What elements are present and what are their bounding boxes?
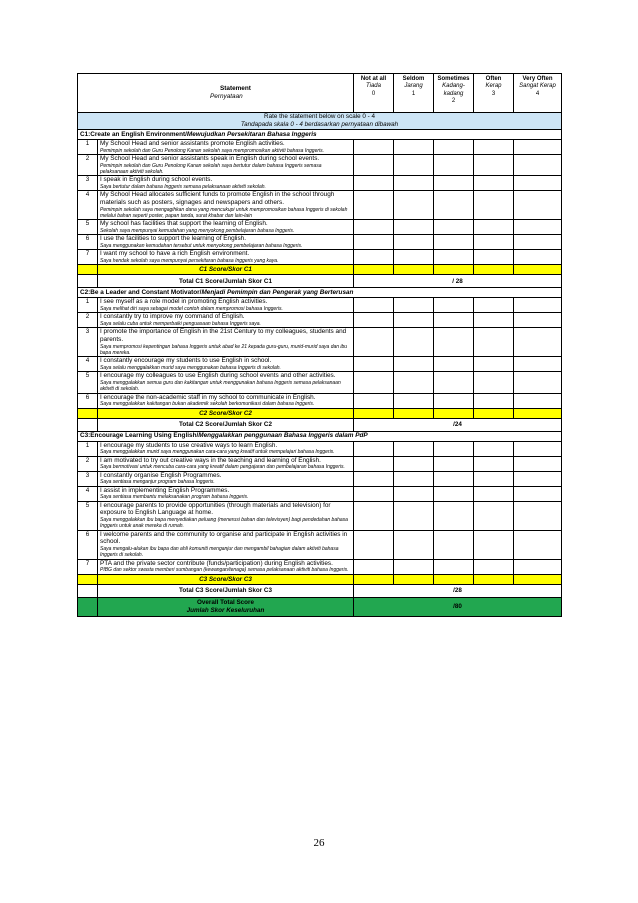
scale-number: 3 — [491, 90, 496, 97]
rating-cell-0[interactable] — [354, 155, 394, 176]
statement-label-en: Statement — [220, 85, 251, 92]
rating-cell-0[interactable] — [354, 486, 394, 501]
section-title-row — [78, 288, 562, 298]
rating-cell-3[interactable] — [474, 235, 514, 250]
rating-cell-1[interactable] — [394, 357, 434, 372]
statement-row — [78, 559, 562, 574]
overall-total-en: Overall Total Score — [197, 598, 254, 606]
rating-cell-2[interactable] — [434, 393, 474, 408]
score-cell-3[interactable] — [474, 408, 514, 418]
rating-cell-2[interactable] — [434, 530, 474, 559]
rating-cell-3[interactable] — [474, 250, 514, 265]
rating-cell-0[interactable] — [354, 250, 394, 265]
statement-my: Saya menggalakkan murid saya menggunakan cara-cara yang kreatif untuk mempelajari bahasa Inggeris. — [100, 449, 335, 456]
statement-row — [78, 530, 562, 559]
statement-my: Saya sentiasa membantu melaksanakan program bahasa Inggeris. — [100, 494, 249, 501]
rate-instruction-en: Rate the statement below on scale 0 - 4 — [264, 113, 375, 121]
section-total-max: /28 — [354, 584, 562, 597]
statement-en: My School Head and senior assistants speak in English during school events. — [100, 155, 320, 162]
score-cell-0[interactable] — [354, 265, 394, 275]
rating-cell-2[interactable] — [434, 220, 474, 235]
statement-en: PTA and the private sector contribute (funds/participation) during English activities. — [100, 559, 333, 567]
rating-cell-1[interactable] — [394, 471, 434, 486]
score-cell-1[interactable] — [394, 408, 434, 418]
statement-number: 6 — [78, 530, 98, 559]
statement-number: 2 — [78, 313, 98, 328]
score-cell-0[interactable] — [354, 574, 394, 584]
statement-text — [98, 235, 354, 250]
rating-cell-3[interactable] — [474, 456, 514, 471]
rating-cell-4[interactable] — [514, 501, 562, 530]
rating-cell-0[interactable] — [354, 357, 394, 372]
statement-text — [98, 486, 354, 501]
section-total-row — [78, 418, 562, 431]
statement-my: Pemimpin sekolah dan Guru Penolong Kanan sekolah saya bertutur dalam bahasa Inggeris semasa pelaksanaan aktiviti sekolah. — [100, 162, 322, 175]
statement-row — [78, 471, 562, 486]
statement-my: Saya selalu menggalakkan murid saya menggunakan bahasa Inggeris di sekolah. — [100, 365, 281, 371]
rating-cell-3[interactable] — [474, 155, 514, 176]
statement-my: Saya hendak sekolah saya mempunyai persekitaran bahasa Inggeris yang kaya. — [100, 258, 279, 264]
rating-cell-1[interactable] — [394, 176, 434, 191]
statement-my: Saya sentiasa menganjur program bahasa Inggeris. — [100, 479, 215, 486]
statement-en: My School Head and senior assistants promote English activities. — [100, 140, 285, 147]
rating-cell-1[interactable] — [394, 140, 434, 155]
rating-cell-3[interactable] — [474, 328, 514, 357]
score-cell-2[interactable] — [434, 408, 474, 418]
rating-cell-1[interactable] — [394, 298, 434, 313]
scale-number: 2 — [451, 98, 456, 105]
section-total-label: Total C2 Score/Jumlah Skor C2 — [98, 418, 354, 431]
score-cell-4[interactable] — [514, 408, 562, 418]
statement-en: I want my school to have a rich English environment. — [100, 250, 250, 258]
rating-cell-1[interactable] — [394, 250, 434, 265]
statement-text — [98, 372, 354, 393]
rating-cell-4[interactable] — [514, 441, 562, 456]
statement-en: I assist in implementing English Programmes. — [100, 486, 230, 494]
rating-cell-1[interactable] — [394, 441, 434, 456]
rating-cell-1[interactable] — [394, 456, 434, 471]
score-cell-3[interactable] — [474, 265, 514, 275]
statement-en: I see myself as a role model in promoting English activities. — [100, 298, 268, 306]
rating-cell-2[interactable] — [434, 250, 474, 265]
statement-row — [78, 220, 562, 235]
scale-header-4 — [514, 74, 562, 113]
total-spacer — [78, 584, 98, 597]
statement-en: I constantly organise English Programmes. — [100, 471, 222, 479]
rating-cell-2[interactable] — [434, 501, 474, 530]
section-title-row — [78, 130, 562, 140]
scale-number: 4 — [535, 90, 540, 97]
section-score-row — [78, 574, 562, 584]
rating-cell-4[interactable] — [514, 176, 562, 191]
overall-total-row — [78, 597, 562, 616]
rating-cell-3[interactable] — [474, 220, 514, 235]
scale-label-my: Jarang — [404, 83, 423, 90]
rating-cell-1[interactable] — [394, 191, 434, 220]
section-total-label: Total C1 Score/Jumlah Skor C1 — [98, 275, 354, 288]
statement-number: 5 — [78, 501, 98, 530]
statement-text — [98, 155, 354, 176]
rating-cell-0[interactable] — [354, 441, 394, 456]
statement-row — [78, 501, 562, 530]
rating-cell-4[interactable] — [514, 471, 562, 486]
rating-cell-4[interactable] — [514, 486, 562, 501]
statement-my: Saya bermotivasi untuk mencuba cara-cara yang kreatif dalam pengajaran dan pembelajaran bahasa Inggeris. — [100, 464, 345, 471]
statement-number: 5 — [78, 372, 98, 393]
scale-label-en: Seldom — [402, 76, 425, 82]
score-cell-2[interactable] — [434, 574, 474, 584]
rating-cell-0[interactable] — [354, 313, 394, 328]
score-cell-2[interactable] — [434, 265, 474, 275]
statement-number: 7 — [78, 559, 98, 574]
header-row — [78, 74, 562, 113]
scale-header-1 — [394, 74, 434, 113]
rating-cell-4[interactable] — [514, 328, 562, 357]
rating-cell-0[interactable] — [354, 176, 394, 191]
statement-text — [98, 250, 354, 265]
rating-cell-3[interactable] — [474, 372, 514, 393]
section-score-row — [78, 408, 562, 418]
rating-cell-2[interactable] — [434, 176, 474, 191]
rating-cell-0[interactable] — [354, 559, 394, 574]
statement-row — [78, 250, 562, 265]
rating-cell-1[interactable] — [394, 501, 434, 530]
overall-total-my: Jumlah Skor Keseluruhan — [186, 606, 265, 614]
statement-text — [98, 393, 354, 408]
rating-cell-3[interactable] — [474, 313, 514, 328]
statement-row — [78, 486, 562, 501]
statement-en: My school has facilities that support the learning of English. — [100, 220, 268, 228]
scale-label-en: Sometimes — [437, 76, 470, 82]
statement-en: I encourage my students to use creative ways to learn English. — [100, 441, 278, 449]
statement-number: 4 — [78, 191, 98, 220]
rating-cell-3[interactable] — [474, 176, 514, 191]
statement-number: 3 — [78, 471, 98, 486]
statement-my: Pemimpin sekolah dan Guru Penolong Kanan sekolah saya mempromosikan aktiviti bahasa Inggeris. — [100, 147, 325, 154]
overall-total-max: /80 — [354, 597, 562, 616]
rating-cell-4[interactable] — [514, 456, 562, 471]
statement-text — [98, 357, 354, 372]
statement-row — [78, 441, 562, 456]
score-cell-4[interactable] — [514, 574, 562, 584]
scale-number: 1 — [411, 90, 416, 97]
rating-cell-4[interactable] — [514, 250, 562, 265]
rating-cell-1[interactable] — [394, 220, 434, 235]
rating-cell-3[interactable] — [474, 393, 514, 408]
rate-instruction-row — [78, 113, 562, 130]
rating-cell-4[interactable] — [514, 191, 562, 220]
score-spacer — [78, 574, 98, 584]
statement-text — [98, 220, 354, 235]
statement-number: 1 — [78, 441, 98, 456]
rating-cell-1[interactable] — [394, 486, 434, 501]
rating-cell-2[interactable] — [434, 191, 474, 220]
rating-cell-3[interactable] — [474, 530, 514, 559]
statement-number: 1 — [78, 140, 98, 155]
statement-my: Saya menggalakkan semua guru dan kakitangan untuk menggunakan bahasa Inggeris semasa pelaksanaan aktiviti di sekolah. — [100, 380, 341, 393]
survey-table — [77, 73, 562, 617]
scale-label-en: Often — [485, 76, 502, 82]
rating-cell-0[interactable] — [354, 235, 394, 250]
section-title-my: Menjadi Pemimpin dan Pengerak yang Berterusan — [201, 288, 354, 296]
rating-cell-2[interactable] — [434, 559, 474, 574]
scale-number: 0 — [371, 90, 376, 97]
section-title — [78, 130, 562, 140]
rating-cell-4[interactable] — [514, 220, 562, 235]
scale-label-my: Sangat Kerap — [519, 83, 556, 90]
rating-cell-1[interactable] — [394, 393, 434, 408]
rating-cell-0[interactable] — [354, 471, 394, 486]
statement-en: My School Head allocates sufficient funds to promote English in the school through materials such as posters, signages and newspapers and others. — [100, 191, 335, 206]
statement-text — [98, 328, 354, 357]
rating-cell-2[interactable] — [434, 471, 474, 486]
rating-cell-0[interactable] — [354, 140, 394, 155]
scale-label-my: Kerap — [485, 83, 502, 90]
statement-en: I encourage my colleagues to use English during school events and other activities. — [100, 372, 336, 380]
section-title-my: Mewujudkan Persekitaran Bahasa Inggeris — [186, 130, 317, 138]
score-cell-3[interactable] — [474, 574, 514, 584]
score-spacer — [78, 265, 98, 275]
section-score-label: C3 Score/Skor C3 — [98, 574, 354, 584]
statement-number: 5 — [78, 220, 98, 235]
statement-row — [78, 456, 562, 471]
statement-en: I constantly encourage my students to use English in school. — [100, 357, 272, 365]
rating-cell-0[interactable] — [354, 456, 394, 471]
rating-cell-2[interactable] — [434, 486, 474, 501]
statement-my: Saya mengalu-alukan ibu bapa dan ahli komuniti menganjur dan mengambil bahagian dalam aktiviti bahasa Inggeris di sekolah. — [100, 546, 339, 559]
rating-cell-1[interactable] — [394, 372, 434, 393]
score-cell-4[interactable] — [514, 265, 562, 275]
rating-cell-4[interactable] — [514, 393, 562, 408]
statement-row — [78, 313, 562, 328]
rating-cell-3[interactable] — [474, 501, 514, 530]
statement-row — [78, 393, 562, 408]
statement-en: I welcome parents and the community to organise and participate in English activities in school. — [100, 530, 348, 546]
scale-label-my: Tiada — [366, 83, 381, 90]
rating-cell-3[interactable] — [474, 441, 514, 456]
rating-cell-3[interactable] — [474, 486, 514, 501]
statement-number: 3 — [78, 176, 98, 191]
scale-label-en: Not at all — [360, 76, 387, 82]
section-score-row — [78, 265, 562, 275]
statement-number: 3 — [78, 328, 98, 357]
score-cell-1[interactable] — [394, 574, 434, 584]
section-title-row — [78, 431, 562, 441]
statement-text — [98, 140, 354, 155]
rating-cell-2[interactable] — [434, 140, 474, 155]
rating-cell-0[interactable] — [354, 530, 394, 559]
statement-text — [98, 298, 354, 313]
section-title-en: C3:Encourage Learning Using English/ — [80, 432, 199, 440]
statement-en: I am motivated to try out creative ways in the teaching and learning of English. — [100, 456, 321, 464]
rating-cell-0[interactable] — [354, 328, 394, 357]
score-cell-0[interactable] — [354, 408, 394, 418]
rating-cell-0[interactable] — [354, 393, 394, 408]
statement-my: Saya menggalakkan ibu bapa menyediakan peluang (menerusi bahan dan televisyen) bagi pendedahan bahasa Inggeris untuk anak mereka di rumah. — [100, 517, 348, 530]
statement-my: PIBG dan sektor swasta memberi sumbangan (kewangan/tenaga) semasa pelaksanaan aktiviti bahasa Inggeris. — [100, 567, 349, 574]
overall-total-label — [98, 597, 354, 616]
rating-cell-1[interactable] — [394, 235, 434, 250]
statement-number: 2 — [78, 155, 98, 176]
statement-text — [98, 441, 354, 456]
page-number: 26 — [313, 837, 325, 849]
rating-cell-3[interactable] — [474, 357, 514, 372]
statement-en: I constantly try to improve my command of English. — [100, 313, 245, 321]
rating-cell-4[interactable] — [514, 559, 562, 574]
section-title — [78, 431, 562, 441]
rating-cell-1[interactable] — [394, 155, 434, 176]
section-title-my: Menggalakkan penggunaan Bahasa Inggeris dalam PdP — [198, 432, 368, 440]
statement-text — [98, 471, 354, 486]
section-score-label: C2 Score/Skor C2 — [98, 408, 354, 418]
statement-en: I promote the importance of English in the 21st Century to my colleagues, students and parents. — [100, 328, 347, 343]
rating-cell-4[interactable] — [514, 313, 562, 328]
rating-cell-2[interactable] — [434, 372, 474, 393]
rating-cell-4[interactable] — [514, 140, 562, 155]
statement-number: 1 — [78, 298, 98, 313]
statement-number: 4 — [78, 486, 98, 501]
rate-instruction — [78, 113, 562, 130]
section-total-label: Total C3 Score/Jumlah Skor C3 — [98, 584, 354, 597]
rating-cell-4[interactable] — [514, 155, 562, 176]
section-title-en: C1:Create an English Environment/ — [80, 130, 187, 138]
statement-text — [98, 176, 354, 191]
rating-cell-3[interactable] — [474, 559, 514, 574]
scale-label-my: Kadang-kadang — [442, 83, 465, 97]
statement-label-my: Pernyataan — [210, 93, 243, 100]
statement-my: Saya menggalakkan kakitangan bukan akademik sekolah berkomunikasi dalam bahasa Inggeris. — [100, 401, 315, 408]
section-title — [78, 288, 562, 298]
statement-number: 4 — [78, 357, 98, 372]
scale-header-3 — [474, 74, 514, 113]
scale-header-2 — [434, 74, 474, 113]
statement-row — [78, 357, 562, 372]
overall-spacer — [78, 597, 98, 616]
score-cell-1[interactable] — [394, 265, 434, 275]
rating-cell-0[interactable] — [354, 220, 394, 235]
score-spacer — [78, 408, 98, 418]
rating-cell-0[interactable] — [354, 501, 394, 530]
total-spacer — [78, 418, 98, 431]
rating-cell-2[interactable] — [434, 155, 474, 176]
statement-row — [78, 328, 562, 357]
rating-cell-2[interactable] — [434, 298, 474, 313]
section-score-label: C1 Score/Skor C1 — [98, 265, 354, 275]
section-total-row — [78, 275, 562, 288]
rate-instruction-my: Tandapada skala 0 - 4 berdasarkan pernyataan dibawah — [240, 121, 399, 128]
statement-my: Sekolah saya mempunyai kemudahan yang menyokong pembelajaran bahasa Inggeris. — [100, 228, 295, 234]
statement-number: 6 — [78, 393, 98, 408]
rating-cell-2[interactable] — [434, 313, 474, 328]
statement-en: I speak in English during school events. — [100, 176, 213, 184]
statement-text — [98, 501, 354, 530]
statement-en: I encourage the non-academic staff in my school to communicate in English. — [100, 393, 316, 401]
rating-cell-2[interactable] — [434, 441, 474, 456]
statement-row — [78, 235, 562, 250]
statement-number: 6 — [78, 235, 98, 250]
rating-cell-0[interactable] — [354, 191, 394, 220]
statement-row — [78, 372, 562, 393]
total-spacer — [78, 275, 98, 288]
statement-my: Saya selalu cuba untuk memperbaiki penguasaan bahasa Inggeris saya. — [100, 321, 261, 327]
scale-header-0 — [354, 74, 394, 113]
statement-text — [98, 191, 354, 220]
statement-my: Saya mempromosi kepentingan bahasa Inggeris untuk abad ke 21 kepada guru-guru, murid-murid saya dan ibu bapa mereka. — [100, 343, 348, 356]
rating-cell-3[interactable] — [474, 298, 514, 313]
section-total-max: / 28 — [354, 275, 562, 288]
statement-my: Pemimpin sekolah saya mengagihkan dana yang mencukupi untuk mempromosikan bahasa Inggeris di sekolah melalui bahan seperti poster, papan tanda, surat khabar dan lain-lain — [100, 206, 348, 219]
section-title-en: C2:Be a Leader and Constant Motivator/ — [80, 288, 202, 296]
rating-cell-2[interactable] — [434, 456, 474, 471]
rating-cell-1[interactable] — [394, 328, 434, 357]
statement-row — [78, 140, 562, 155]
rating-cell-4[interactable] — [514, 357, 562, 372]
statement-my: Saya bertutur dalam bahasa Inggeris semasa pelaksanaan aktiviti sekolah. — [100, 184, 266, 190]
scale-label-en: Very Often — [522, 76, 553, 82]
statement-en: I use the facilities to support the learning of English. — [100, 235, 247, 243]
statement-text — [98, 313, 354, 328]
rating-cell-2[interactable] — [434, 357, 474, 372]
rating-cell-1[interactable] — [394, 559, 434, 574]
statement-my: Saya menggunakan kemudahan tersebut untuk menyokong pembelajaran bahasa Inggeris. — [100, 243, 303, 249]
statement-row — [78, 176, 562, 191]
statement-text — [98, 559, 354, 574]
rating-cell-3[interactable] — [474, 140, 514, 155]
rating-cell-4[interactable] — [514, 235, 562, 250]
rating-cell-4[interactable] — [514, 298, 562, 313]
statement-header — [78, 74, 354, 113]
statement-row — [78, 155, 562, 176]
section-total-row — [78, 584, 562, 597]
rating-cell-2[interactable] — [434, 235, 474, 250]
rating-cell-4[interactable] — [514, 530, 562, 559]
rating-cell-3[interactable] — [474, 471, 514, 486]
statement-row — [78, 298, 562, 313]
statement-number: 2 — [78, 456, 98, 471]
statement-en: I encourage parents to provide opportunities (through materials and television) for exposure to English Language at home. — [100, 501, 331, 517]
rating-cell-1[interactable] — [394, 530, 434, 559]
rating-cell-0[interactable] — [354, 298, 394, 313]
statement-my: Saya melihat diri saya sebagai model contoh dalam mempromosi bahasa Inggeris. — [100, 306, 283, 312]
statement-row — [78, 191, 562, 220]
survey-sheet — [77, 73, 561, 617]
rating-cell-1[interactable] — [394, 313, 434, 328]
section-total-max: /24 — [354, 418, 562, 431]
statement-text — [98, 456, 354, 471]
rating-cell-2[interactable] — [434, 328, 474, 357]
rating-cell-3[interactable] — [474, 191, 514, 220]
rating-cell-0[interactable] — [354, 372, 394, 393]
statement-number: 7 — [78, 250, 98, 265]
rating-cell-4[interactable] — [514, 372, 562, 393]
statement-text — [98, 530, 354, 559]
